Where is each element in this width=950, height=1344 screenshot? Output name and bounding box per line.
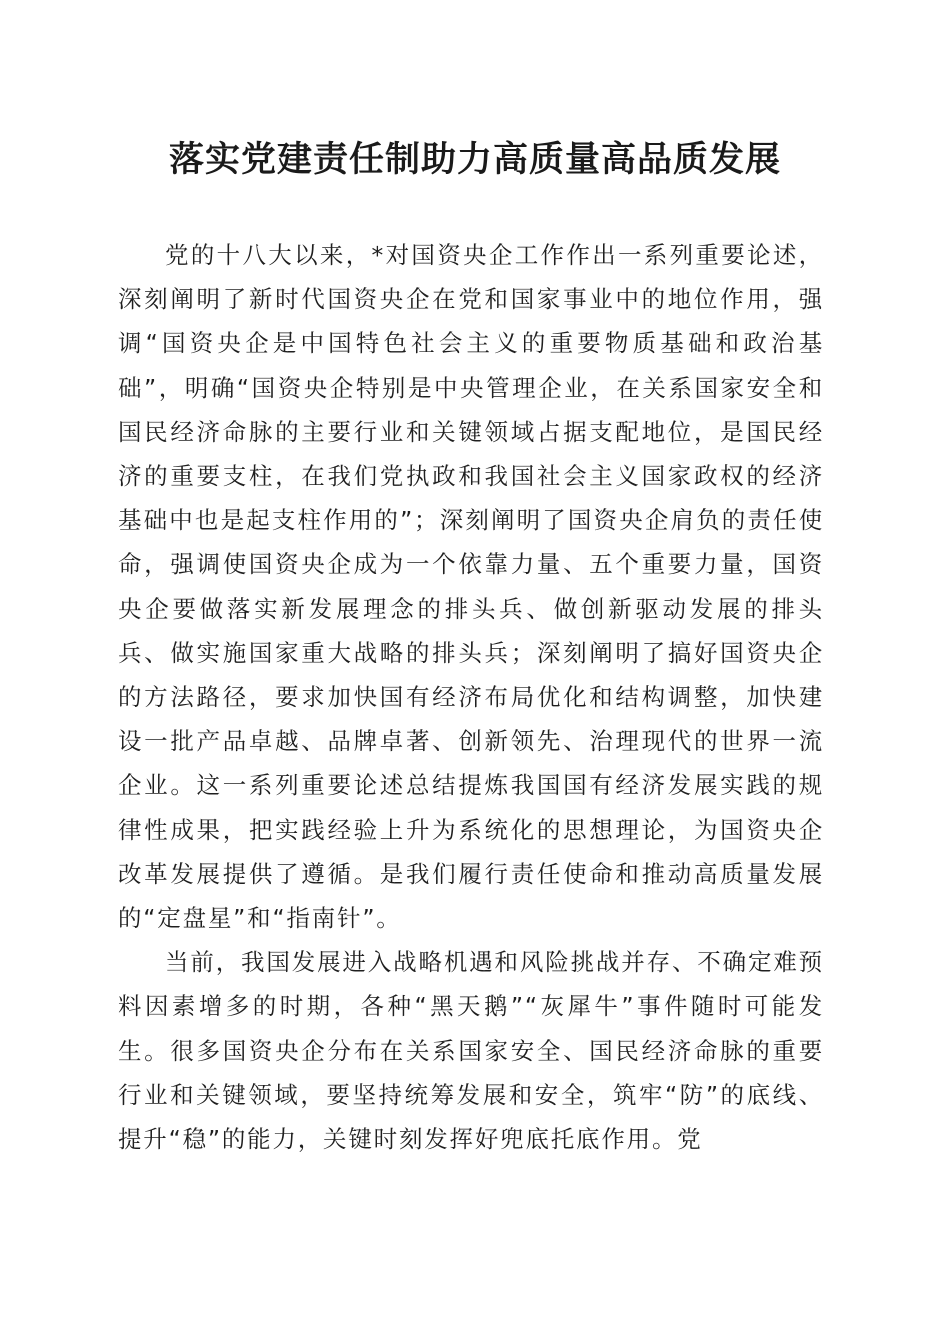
paragraph: 当前，我国发展进入战略机遇和风险挑战并存、不确定难预料因素增多的时期，各种“黑天鹅”“灰犀牛”事件随时可能发生。很多国资央企分布在关系国家安全、国民经济命脉的重要行业和关键领域，要坚持统筹发展和安全，筑牢“防”的底线、提升“稳”的能力，关键时刻发挥好兜底托底作用。党 (118, 948, 824, 1154)
document-title: 落实党建责任制助力高质量高品质发展 (168, 139, 781, 180)
paragraph: 党的十八大以来，*对国资央企工作作出一系列重要论述，深刻阐明了新时代国资央企在党和国家事业中的地位作用，强调“国资央企是中国特色社会主义的重要物质基础和政治基础”，明确“国资央企特别是中央管理企业，在关系国家安全和国民经济命脉的主要行业和关键领域占据支配地位，是国民经济的重要支柱，在我们党执政和我国社会主义国家政权的经济基础中也是起支柱作用的”；深刻阐明了国资央企肩负的责任使命，强调使国资央企成为一个依靠力量、五个重要力量，国资央企要做落实新发展理念的排头兵、做创新驱动发展的排头兵、做实施国家重大战略的排头兵；深刻阐明了搞好国资央企的方法路径，要求加快国有经济布局优化和结构调整，加快建设一批产品卓越、品牌卓著、创新领先、治理现代的世界一流企业。这一系列重要论述总结提炼我国国有经济发展实践的规律性成果，把实践经验上升为系统化的思想理论，为国资央企改革发展提供了遵循。是我们履行责任使命和推动高质量发展的“定盘星”和“指南针”。 (118, 241, 824, 933)
document-body (118, 233, 824, 1161)
